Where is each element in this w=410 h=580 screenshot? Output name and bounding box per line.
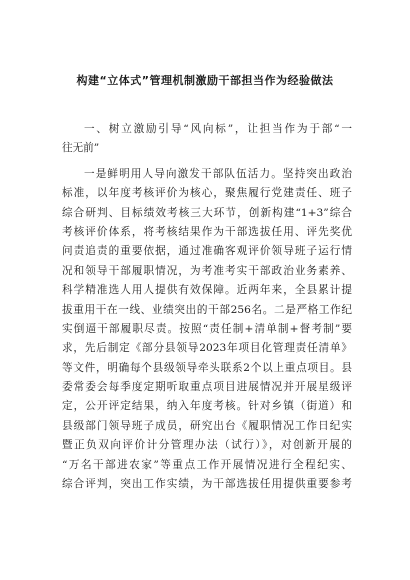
paragraph-line: 考核评价体系，将考核结果作为干部选拔任用、评先奖优 [62,225,352,238]
paragraph-line: 问责追责的重要依据，通过准确客观评价领导班子运行情 [62,245,352,258]
document-title: 构建“立体式”管理机制激励干部担当作为经验做法 [76,74,334,87]
paragraph-line: 暨正负双向评价计分管理办法（试行）》，对创新开展的 [62,439,352,452]
paragraph-line: 况和领导干部履职情况，为考准考实干部政治业务素养、 [62,264,352,277]
paragraph-line: 一是鲜明用人导向激发干部队伍活力。坚持突出政治 [84,167,352,180]
paragraph-line: 求，先后制定《部分县领导2023年项目化管理责任清单》 [62,342,352,355]
paragraph-line: 委常委会每季度定期听取重点项目进展情况并开展星级评 [62,381,352,394]
paragraph-line: 定，公开评定结果，纳入年度考核。针对乡镇（街道）和 [62,400,352,413]
section-heading-line: 往无前” [62,142,100,155]
paragraph-line: “万名干部进农家”等重点工作开展情况进行全程纪实、 [62,458,352,471]
paragraph-line: 综合研判、目标绩效考核三大环节，创新构建“1+3”综合 [62,206,352,219]
paragraph-line: 科学精准选人用人提供有效保障。近两年来，全县累计提 [62,284,352,297]
paragraph-line: 县级部门领导班子成员，研究出台《履职情况工作日纪实 [62,419,352,432]
paragraph-line: 等文件，明确每个县级领导牵头联系2个以上重点项目。县 [62,361,352,374]
section-heading-line: 一、树立激励引导“风向标”，让担当作为于部“一 [84,123,352,135]
document-body [62,120,352,494]
paragraph-line: 拔重用干在一线、业绩突出的干部256名。二是严格工作纪 [62,303,352,316]
paragraph-line: 综合评判，突出工作实绩，为干部选拔任用提供重要参考 [62,478,352,491]
paragraph-line: 实倒逼干部履职尽责。按照“责任制+清单制+督考制”要 [62,322,352,335]
paragraph-line: 标准，以年度考核评价为核心，聚焦履行党建责任、班子 [62,187,352,200]
